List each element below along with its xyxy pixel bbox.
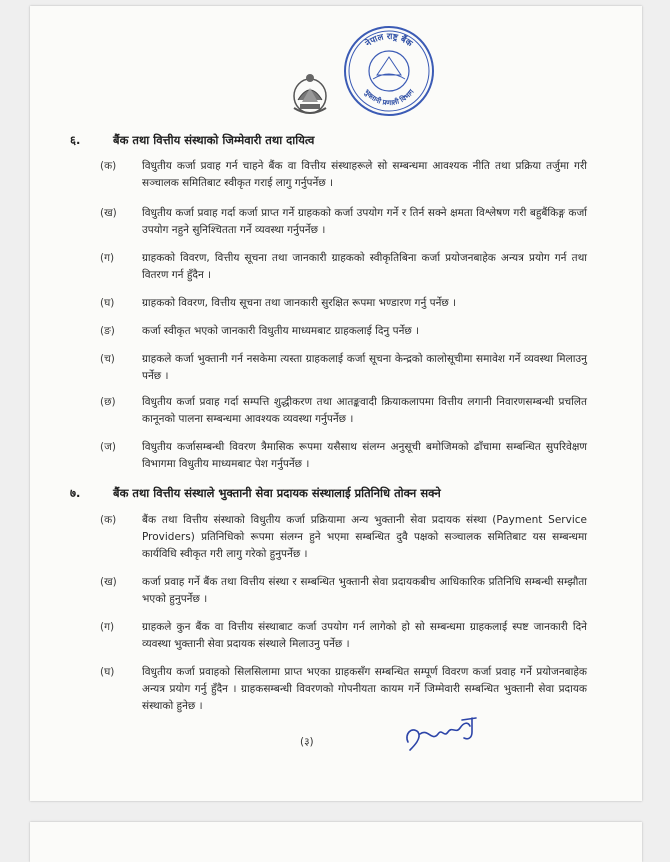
section-number: ७. (70, 486, 81, 500)
item-text: विधुतीय कर्जा प्रवाह गर्न चाहने बैंक वा वित्तीय संस्थाहरूले सो सम्बन्धमा आवश्यक नीति तथा प्रक्रिया तर्जुमा गरी सञ्चालक समितिबाट स्वीकृत गराई लागु गर्नुपर्नेछ । (142, 160, 587, 189)
item-marker: (घ) (100, 297, 115, 309)
item-marker: (च) (100, 353, 115, 365)
item-text: विधुतीय कर्जा प्रवाह गर्दा कर्जा प्राप्त गर्ने ग्राहकको कर्जा उपयोग गर्ने र तिर्न सक्ने क्षमता विश्लेषण गरी बहुबैंकिङ्ग कर्जा उपयोग नहुने सुनिश्चितता गर्ने व्यवस्था गर्नुपर्नेछ । (142, 207, 587, 236)
item-marker: (क) (100, 514, 117, 526)
item-marker: (घ) (100, 666, 115, 678)
item-text: बैंक तथा वित्तीय संस्थाको विधुतीय कर्जा प्रक्रियामा अन्य भुक्तानी सेवा प्रदायक संस्था (Payment Service Providers) प्रतिनिधिको रूपमा संलग्न हुने भएमा सम्बन्धित दुवै पक्षको सञ्चालक समितिबाट यस सम्बन्धमा कार्यविधि स्वीकृत गरी लागु गरेको हुनुपर्नेछ । (142, 514, 587, 560)
item-marker: (क) (100, 160, 117, 172)
nepal-emblem-icon (290, 70, 330, 116)
item-text: ग्राहकको विवरण, वित्तीय सूचना तथा जानकारी ग्राहकको स्वीकृतिबिना कर्जा प्रयोजनबाहेक अन्यत्र प्रयोग गर्न तथा वितरण गर्न हुँदैन । (142, 252, 587, 281)
item-text: ग्राहकले कुन बैंक वा वित्तीय संस्थाबाट कर्जा उपयोग गर्न लागेको हो सो सम्बन्धमा ग्राहकलाई स्पष्ट जानकारी दिने व्यवस्था भुक्तानी सेवा प्रदायक संस्थाले मिलाउनु पर्नेछ । (142, 621, 587, 650)
item-text: विधुतीय कर्जासम्बन्धी विवरण त्रैमासिक रूपमा यसैसाथ संलग्न अनुसूची बमोजिमको ढाँचामा सम्बन्धित सुपरिवेक्षण विभागमा विधुतीय माध्यमबाट पेश गर्नुपर्नेछ । (142, 441, 587, 470)
item-marker: (ग) (100, 252, 115, 264)
nrb-seal-stamp (343, 25, 435, 117)
item-text: विधुतीय कर्जा प्रवाह गर्दा सम्पत्ति शुद्धीकरण तथा आतङ्कवादी क्रियाकलापमा वित्तीय लगानी निवारणसम्बन्धी प्रचलित कानूनको पालना सम्बन्धमा आवश्यक व्यवस्था गर्नुपर्नेछ । (142, 396, 587, 425)
handwritten-signature (398, 712, 484, 756)
seal-bottom-text: भुक्तानी प्रणाली विभाग (362, 87, 416, 108)
item-marker: (ख) (100, 576, 117, 588)
item-text: कर्जा स्वीकृत भएको जानकारी विधुतीय माध्यमबाट ग्राहकलाई दिनु पर्नेछ । (142, 325, 420, 337)
page-number: (३) (300, 736, 314, 748)
item-text: ग्राहकले कर्जा भुक्तानी गर्न नसकेमा त्यस्ता ग्राहकलाई कर्जा सूचना केन्द्रको कालोसूचीमा समावेश गर्ने व्यवस्था मिलाउनु पर्नेछ । (142, 353, 587, 382)
item-marker: (ग) (100, 621, 115, 633)
item-marker: (ज) (100, 441, 116, 453)
item-text: विधुतीय कर्जा प्रवाहको सिलसिलामा प्राप्त भएका ग्राहकसँग सम्बन्धित सम्पूर्ण विवरण कर्जा प्रवाह गर्ने प्रयोजनबाहेक अन्यत्र प्रयोग गर्नु हुँदैन । ग्राहकसम्बन्धी विवरणको गोपनीयता कायम गर्ने जिम्मेवारी सम्बन्धित भुक्तानी सेवा प्रदायक संस्थाको हुनेछ । (142, 666, 587, 712)
item-marker: (छ) (100, 396, 116, 408)
next-page-edge (30, 822, 642, 862)
section-title: बैंक तथा वित्तीय संस्थाको जिम्मेवारी तथा दायित्व (113, 133, 315, 147)
seal-top-text: नेपाल राष्ट्र बैंक (363, 31, 415, 50)
section-title: बैंक तथा वित्तीय संस्थाले भुक्तानी सेवा प्रदायक संस्थालाई प्रतिनिधि तोक्न सक्ने (113, 486, 441, 500)
item-text: कर्जा प्रवाह गर्ने बैंक तथा वित्तीय संस्था र सम्बन्धित भुक्तानी सेवा प्रदायकबीच आधिकारिक प्रतिनिधि सम्बन्धी सम्झौता भएको हुनुपर्नेछ । (142, 576, 587, 605)
item-marker: (ङ) (100, 325, 115, 337)
svg-text:भुक्तानी प्रणाली विभाग (362, 87, 417, 107)
section-number: ६. (70, 133, 81, 147)
item-marker: (ख) (100, 207, 117, 219)
item-text: ग्राहकको विवरण, वित्तीय सूचना तथा जानकारी सुरक्षित रूपमा भण्डारण गर्नु पर्नेछ । (142, 297, 457, 309)
